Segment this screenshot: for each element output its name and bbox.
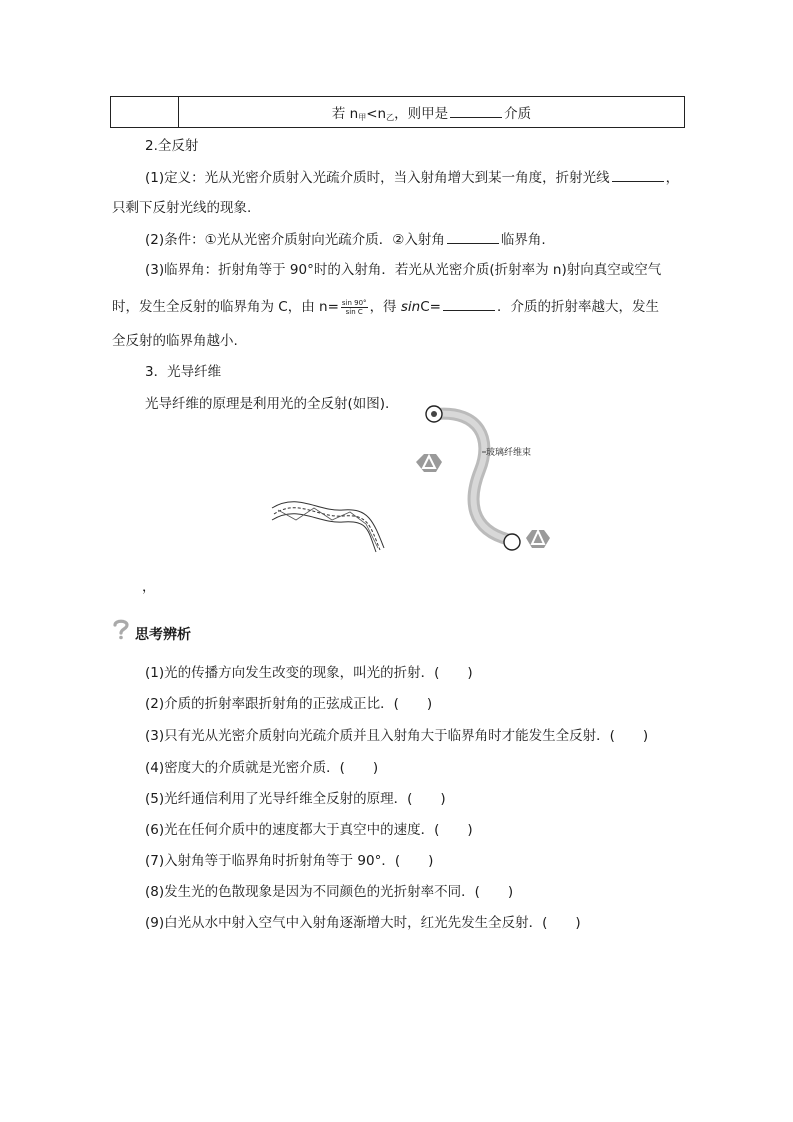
close-paren: ) [507,884,514,900]
close-paren: ) [428,853,434,869]
table-text-after: ，则甲是 [394,105,449,122]
sub-jia: 甲 [358,112,367,122]
question-text: (6)光在任何介质中的速度都大于真空中的速度．( [145,822,440,838]
question-text: (3)只有光从光密介质射向光疏介质并且入射角大于临界角时才能发生全反射．( [145,728,615,744]
fiber-end-circle [504,534,520,550]
close-paren: ) [575,915,581,931]
condition-suffix: 临界角. [500,232,546,248]
sub-yi: 乙 [386,112,395,122]
section2-title: 2.全反射 [145,138,199,154]
condition-text: (2)条件：①光从光密介质射向光疏介质．②入射角 [145,232,445,248]
think-heading: 思考辨析 [135,627,191,643]
question-item [145,758,378,778]
fraction-numerator: sin 90° [341,298,367,307]
critical-line3: 全反射的临界角越小. [112,333,238,349]
fraction-denominator: sin C [345,307,363,316]
condition-line [145,229,546,250]
question-item [145,726,648,746]
glass-fiber-bundle-figure [410,400,560,560]
question-text: (8)发生光的色散现象是因为不同颜色的光折射率不同．( [145,884,480,900]
critical-line1: (3)临界角：折射角等于 90°时的入射角．若光从光密介质(折射率为 n)射向真空或空气 [145,262,662,278]
definition-suffix: ， [665,170,680,186]
answer-blank[interactable] [450,103,502,118]
question-item [145,851,433,871]
question-text: (1)光的传播方向发生改变的现象，叫光的折射．( [145,665,440,681]
close-paren: ) [642,728,649,744]
table-content-cell [179,97,685,128]
close-paren: ) [467,822,473,838]
question-text: (7)入射角等于临界角时折射角等于 90°．( [145,853,401,869]
question-text: (4)密度大的介质就是光密介质．( [145,760,345,776]
critical-text-b: ，得 [369,299,401,315]
close-paren: ) [467,665,473,681]
question-text: (5)光纤通信利用了光导纤维全反射的原理．( [145,791,413,807]
figure-caption: 玻璃纤维束 [486,448,532,458]
critical-text-a: 时，发生全反射的临界角为 C，由 n= [112,299,339,315]
question-item [145,913,581,933]
critical-line2 [112,296,659,317]
answer-blank[interactable] [443,296,495,311]
answer-blank[interactable] [612,167,664,182]
definition-line2: 只剩下反射光线的现象. [112,200,252,216]
close-paren: ) [372,760,379,776]
comma: ， [142,579,156,595]
question-item [145,694,432,714]
critical-text-d: ．介质的折射率越大，发生 [496,299,659,315]
definition-line [145,167,679,188]
question-item [145,663,473,683]
answer-blank[interactable] [447,229,499,244]
fraction [341,299,368,316]
sin-symbol: sin [400,299,421,315]
section3-title: 3．光导纤维 [145,364,222,380]
close-paren: ) [440,791,446,807]
fiber-cross-section-figure [268,490,388,554]
section3-desc: 光导纤维的原理是利用光的全反射(如图). [145,396,390,412]
question-text: (9)白光从水中射入空气中入射角逐渐增大时，红光先发生全反射．( [145,915,548,931]
table-text: 若 n [331,105,359,122]
question-item [145,882,513,902]
close-paren: ) [426,696,433,712]
critical-text-c: C= [420,299,441,315]
definition-text: (1)定义：光从光密介质射入光疏介质时，当入射角增大到某一角度，折射光线 [145,170,610,186]
question-item [145,789,446,809]
table-empty-cell [111,97,179,128]
table-text-mid: <n [366,105,387,122]
question-item [145,820,473,840]
question-text: (2)介质的折射率跟折射角的正弦成正比．( [145,696,399,712]
top-table [110,96,685,128]
table-text-end: 介质 [504,105,532,122]
question-mark-icon [112,618,130,640]
